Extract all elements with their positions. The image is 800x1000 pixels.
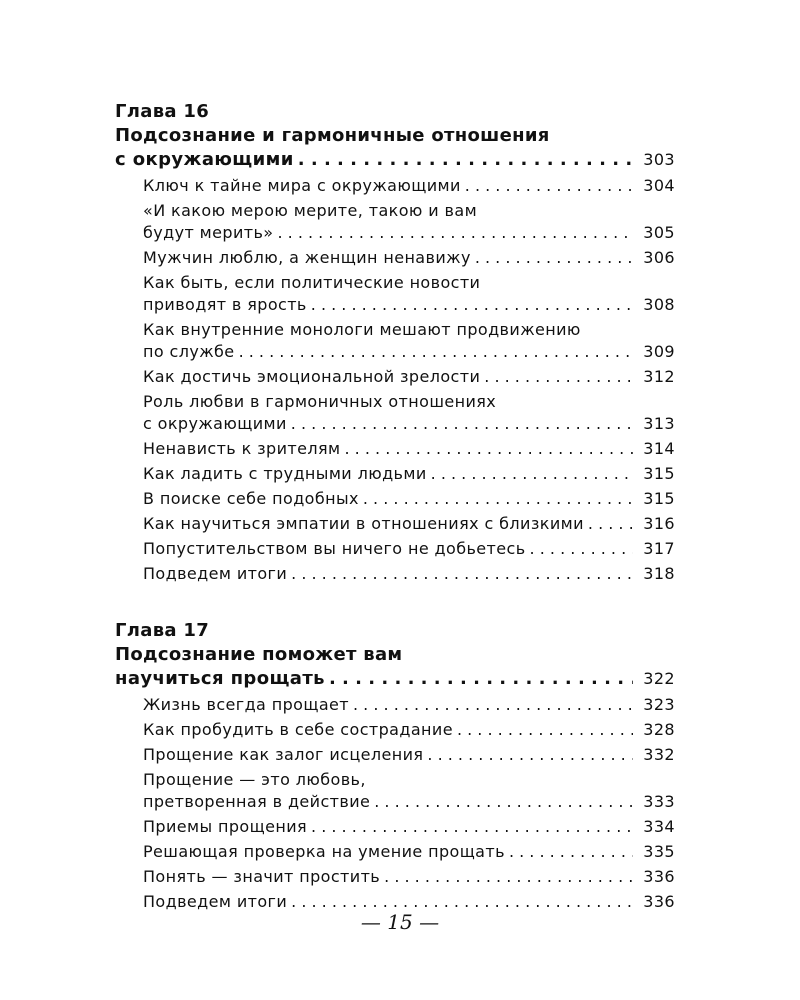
dot-leader (588, 513, 633, 535)
page-number: 332 (643, 745, 675, 764)
toc-item (115, 463, 675, 485)
toc-item (115, 247, 675, 269)
item-title: Прощение как залог исцеления (143, 745, 424, 764)
page-number: 313 (643, 414, 675, 433)
chapter-title-line1: Подсознание и гармоничные отношения (115, 125, 550, 146)
chapter-title-line2 (115, 667, 675, 691)
page-number: 312 (643, 367, 675, 386)
toc-item (115, 866, 675, 888)
page-number: 328 (643, 720, 675, 739)
page-number: 322 (643, 669, 675, 688)
page-number: 315 (643, 464, 675, 483)
item-title-line1: «И какою мерою мерите, такою и вам (143, 201, 478, 220)
dot-leader (374, 791, 633, 813)
chapter-title-line1: Подсознание поможет вам (115, 644, 403, 665)
page-folio: — 15 — (360, 910, 440, 934)
page-number: 306 (643, 248, 675, 267)
dot-leader (484, 366, 633, 388)
item-title: Попустительством вы ничего не добьетесь (143, 539, 526, 558)
dot-leader (311, 294, 633, 316)
chapter-number: Глава 16 (115, 101, 210, 122)
page-number: 305 (643, 223, 675, 242)
chapter-16 (115, 100, 675, 585)
toc-item (115, 769, 675, 813)
page-number: 317 (643, 539, 675, 558)
item-title: Как пробудить в себе сострадание (143, 720, 453, 739)
page-number: 309 (643, 342, 675, 361)
toc-item (115, 272, 675, 316)
page-number: 333 (643, 792, 675, 811)
item-title: В поиске себе подобных (143, 489, 359, 508)
page-number: 316 (643, 514, 675, 533)
item-title-line1: Роль любви в гармоничных отношениях (143, 392, 497, 411)
item-title: Как достичь эмоциональной зрелости (143, 367, 481, 386)
page-number: 323 (643, 695, 675, 714)
toc-item (115, 513, 675, 535)
dot-leader (239, 341, 633, 363)
toc-item (115, 719, 675, 741)
dot-leader (329, 667, 633, 691)
dot-leader (345, 438, 634, 460)
page-number: 315 (643, 489, 675, 508)
dot-leader (431, 463, 633, 485)
item-title: с окружающими (143, 414, 287, 433)
dot-leader (298, 148, 633, 172)
toc-item (115, 319, 675, 363)
item-title: претворенная в действие (143, 792, 371, 811)
item-title: Подведем итоги (143, 892, 288, 911)
dot-leader (427, 744, 633, 766)
chapter-items (115, 175, 675, 585)
dot-leader (509, 841, 633, 863)
chapter-heading (115, 619, 675, 691)
item-title: Подведем итоги (143, 564, 288, 583)
toc-item (115, 175, 675, 197)
chapter-title-text: научиться прощать (115, 668, 325, 689)
page-number: 303 (643, 150, 675, 169)
item-title: Ключ к тайне мира с окружающими (143, 176, 461, 195)
item-title: Решающая проверка на умение прощать (143, 842, 505, 861)
dot-leader (291, 413, 633, 435)
toc-item (115, 200, 675, 244)
dot-leader (277, 222, 633, 244)
page-number: 336 (643, 892, 675, 911)
chapter-heading (115, 100, 675, 172)
dot-leader (291, 563, 633, 585)
dot-leader (311, 816, 633, 838)
dot-leader (475, 247, 633, 269)
item-title: Как ладить с трудными людьми (143, 464, 427, 483)
toc-item (115, 488, 675, 510)
item-title: Мужчин люблю, а женщин ненавижу (143, 248, 471, 267)
table-of-contents (115, 100, 675, 947)
page-number: 314 (643, 439, 675, 458)
toc-item (115, 366, 675, 388)
toc-item (115, 694, 675, 716)
dot-leader (457, 719, 633, 741)
toc-item (115, 391, 675, 435)
dot-leader (465, 175, 633, 197)
toc-item (115, 438, 675, 460)
chapter-number: Глава 17 (115, 620, 210, 641)
item-title: приводят в ярость (143, 295, 307, 314)
dot-leader (530, 538, 633, 560)
item-title-line1: Прощение — это любовь, (143, 770, 366, 789)
chapter-17 (115, 619, 675, 913)
page-number: 318 (643, 564, 675, 583)
toc-item (115, 744, 675, 766)
item-title: будут мерить» (143, 223, 274, 242)
toc-item (115, 841, 675, 863)
toc-item (115, 816, 675, 838)
dot-leader (384, 866, 633, 888)
page-number: 308 (643, 295, 675, 314)
toc-item (115, 538, 675, 560)
page-number: 304 (643, 176, 675, 195)
toc-item (115, 563, 675, 585)
page-number: 334 (643, 817, 675, 836)
page-number: 336 (643, 867, 675, 886)
dot-leader (363, 488, 633, 510)
item-title: по службе (143, 342, 235, 361)
dot-leader (353, 694, 633, 716)
chapter-title-line2 (115, 148, 675, 172)
item-title: Жизнь всегда прощает (143, 695, 349, 714)
item-title: Понять — значит простить (143, 867, 381, 886)
item-title-line1: Как быть, если политические новости (143, 273, 481, 292)
item-title: Приемы прощения (143, 817, 308, 836)
chapter-title-text: с окружающими (115, 149, 294, 170)
item-title: Ненависть к зрителям (143, 439, 341, 458)
item-title-line1: Как внутренние монологи мешают продвижению (143, 320, 581, 339)
chapter-items (115, 694, 675, 913)
item-title: Как научиться эмпатии в отношениях с близкими (143, 514, 584, 533)
page-number: 335 (643, 842, 675, 861)
